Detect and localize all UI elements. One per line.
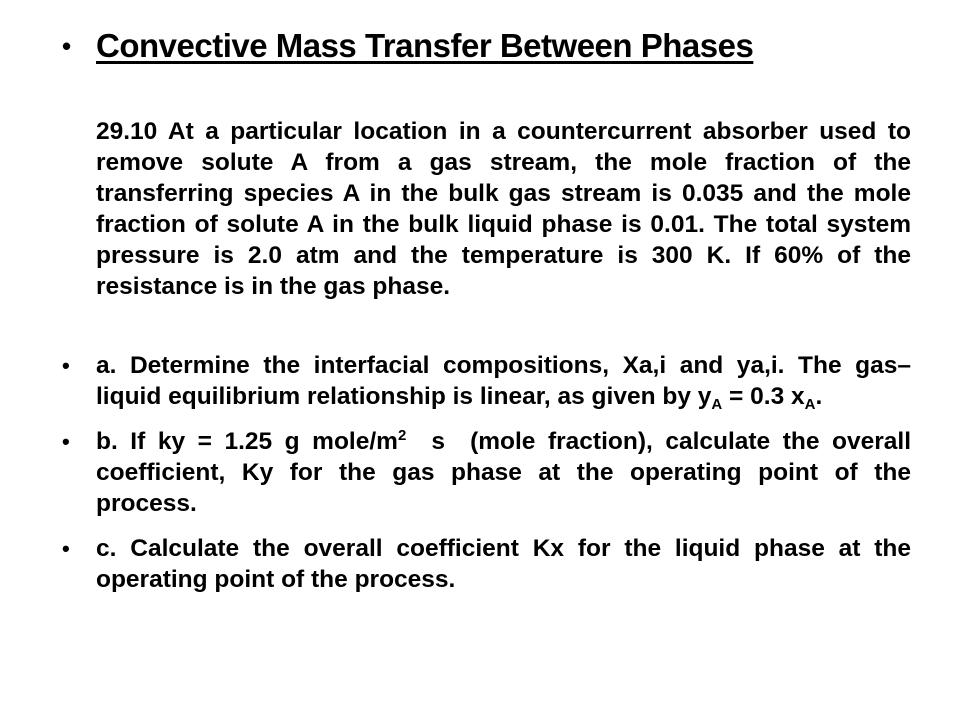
- question-c-text: c. Calculate the overall coefficient Kx for the liquid phase at the operating point of the process.: [96, 535, 911, 593]
- question-item-c: [62, 533, 911, 595]
- question-a-part2: = 0.3 x: [722, 383, 805, 410]
- bullet-b: •: [62, 429, 70, 454]
- problem-statement: 29.10 At a particular location in a countercurrent absorber used to remove solute A from a gas stream, the mole fraction of the transferring species A in the bulk gas stream is 0.035 and the mole fraction of solute A in the bulk liquid phase is 0.01. The total system pressure is 2.0 atm and the temperature is 300 K. If 60% of the resistance is in the gas phase.: [96, 118, 911, 300]
- question-list: [62, 350, 918, 609]
- slide-title: Convective Mass Transfer Between Phases: [96, 27, 754, 64]
- question-a-text: [96, 350, 911, 412]
- question-item-a: [62, 350, 911, 412]
- question-a-subscript2: A: [804, 396, 816, 413]
- bullet-c: •: [62, 536, 70, 561]
- question-b-part2: s (mole fraction), calculate the overall coefficient, Ky for the gas phase at the operating point of the process.: [96, 428, 918, 517]
- title-bullet: •: [62, 31, 72, 61]
- question-a-subscript1: A: [711, 396, 723, 413]
- bullet-a: •: [62, 353, 70, 378]
- question-b-text: [96, 426, 918, 519]
- question-a-part1: a. Determine the interfacial compositions, Xa,i and ya,i. The gas–liquid equilibrium relationship is linear, as given by y: [96, 352, 911, 410]
- question-b-part1: b. If ky = 1.25 g mole/m: [96, 428, 398, 455]
- question-a-part3: .: [815, 383, 823, 410]
- question-item-b: [62, 426, 918, 519]
- question-b-superscript: 2: [397, 427, 407, 444]
- title-row: [62, 22, 922, 70]
